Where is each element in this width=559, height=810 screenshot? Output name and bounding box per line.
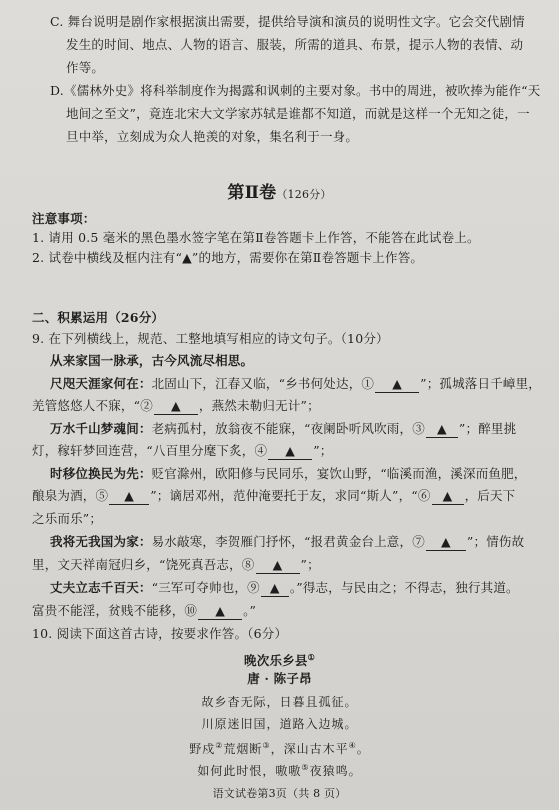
q9-block3-text: 贬官滁州，欧阳修与民同乐，宴饮山野，“临溪而渔，溪深而鱼肥， <box>151 466 527 481</box>
q9-block5b-pre: 富贵不能淫，贫贱不能移，⑩ <box>32 603 198 618</box>
q9-block5-text: “三军可夺帅也，⑨ <box>151 580 260 595</box>
section-2-title <box>0 185 559 203</box>
section-2-title-text: 第Ⅱ卷 <box>227 183 277 203</box>
answer-blank-1[interactable]: ▲ <box>375 376 419 393</box>
q9-block4-after: ”；情伤故 <box>466 534 525 549</box>
option-c-line3: 作等。 <box>66 60 105 75</box>
q9-block4-line2 <box>32 557 320 574</box>
poem-line-3-a: 野戍 <box>189 742 216 756</box>
q9-block4b-pre: 里，文天祥南冠归乡，“饶死真吾志，⑧ <box>32 557 255 572</box>
option-d-line3: 旦中举，立刻成为众人艳羡的对象，集名利于一身。 <box>66 129 359 144</box>
q9-block5-line1 <box>50 580 519 597</box>
poem-line-4 <box>0 760 559 779</box>
q9-block1-label: 尺咫天涯家何在： <box>50 376 152 391</box>
q9-block3-line2 <box>32 488 515 505</box>
q9-block1-line2 <box>32 398 320 415</box>
q9-block4-line1 <box>50 534 524 551</box>
option-c-line1: C. 舞台说明是剧作家根据演出需要，提供给导演和演员的说明性文字。它会交代剧情 <box>50 14 525 29</box>
q9-block2-line2 <box>32 443 333 460</box>
poem-line-3-b: 荒烟断 <box>223 742 263 756</box>
poem-line-3-d: 。 <box>356 742 370 756</box>
q9-block3b-pre: 酿泉为酒，⑤ <box>32 488 109 503</box>
note-5: ⑤ <box>301 763 310 772</box>
answer-blank-9[interactable]: ▲ <box>261 580 289 597</box>
answer-blank-3[interactable]: ▲ <box>426 421 458 438</box>
answer-blank-8[interactable]: ▲ <box>256 557 300 574</box>
q9-block1-after: ”；孤城落日千嶂里， <box>420 376 542 391</box>
poem-title-text: 晚次乐乡县 <box>244 653 308 669</box>
poem-line-2: 川原迷旧国，道路入边城。 <box>201 717 358 731</box>
option-d-line2: 地间之至文”，竟连北宋大文学家苏轼是谁都不知道，而就是这样一个无知之徒，一 <box>66 106 530 121</box>
poem-line-4-b: 夜猿鸣。 <box>309 764 362 778</box>
q9-block3-line1 <box>50 466 527 482</box>
page-footer: 语文试卷第3页（共 8 页） <box>212 787 347 800</box>
notice-heading: 注意事项： <box>32 211 96 226</box>
poem-author: 唐 · 陈子昂 <box>247 671 312 686</box>
notice-item-2: 2. 试卷中横线及框内注有“▲”的地方，需要你在第Ⅱ卷答题卡上作答。 <box>32 250 424 265</box>
q9-block2b-pre: 灯，稼轩梦回连营，“八百里分麾下炙，④ <box>32 443 268 458</box>
poem-line-3 <box>0 738 559 757</box>
q9-block5-label: 丈夫立志千百天： <box>50 580 152 595</box>
q9-block4-text: 易水敲寒，李贺雁门抒怀，“报君黄金台上意，⑦ <box>151 534 425 549</box>
poem-line-4-a: 如何此时恨，嗷嗷 <box>197 764 302 778</box>
answer-blank-6[interactable]: ▲ <box>432 488 464 505</box>
q10-stem: 10. 阅读下面这首古诗，按要求作答。（6分） <box>32 626 288 641</box>
q9-intro: 从来家国一脉承，古今风流尽相思。 <box>50 353 254 368</box>
q9-block2b-after: ”； <box>313 443 333 458</box>
option-c-line2: 发生的时间、地点、人物的语言、服装，所需的道具、布景，提示人物的表情、动 <box>66 37 524 52</box>
poem-line-1: 故乡杳无际，日暮且孤征。 <box>201 695 358 709</box>
section-2-score: （126分） <box>276 188 332 201</box>
answer-blank-2[interactable]: ▲ <box>154 398 198 415</box>
note-2: ② <box>215 741 224 750</box>
q9-block5-after: 。”得志，与民由之；不得志，独行其道。 <box>289 580 519 595</box>
q9-block3-label: 时移位换民为先： <box>50 466 152 481</box>
q9-block1b-after: ，燕然未勒归无计”； <box>198 398 320 413</box>
answer-blank-10[interactable]: ▲ <box>198 603 242 620</box>
q9-block2-after: ”；醉里挑 <box>458 421 517 436</box>
part-2-heading: 二、积累运用（26分） <box>32 310 165 325</box>
poem-line-3-c: ，深山古木平 <box>270 742 349 756</box>
q9-block5-line2 <box>32 603 256 620</box>
q9-block4b-after: ”； <box>300 557 320 572</box>
q9-block1-line1 <box>50 376 541 393</box>
note-4: ④ <box>348 741 357 750</box>
q9-block2-label: 万水千山梦魂间： <box>50 421 152 436</box>
answer-blank-4[interactable]: ▲ <box>268 443 312 460</box>
option-d-line1: D.《儒林外史》将科举制度作为揭露和讽刺的主要对象。书中的周进，被吹捧为能作“天 <box>50 83 541 98</box>
poem-title <box>0 649 559 669</box>
q9-block4-label: 我将无我国为家： <box>50 534 152 549</box>
q9-stem: 9. 在下列横线上，规范、工整地填写相应的诗文句子。（10分） <box>32 331 389 346</box>
answer-blank-7[interactable]: ▲ <box>426 534 466 551</box>
q9-block3b-mid: ”；谪居邓州，范仲淹要托于友，求同“斯人”，“⑥ <box>150 488 431 503</box>
poem-title-note: ① <box>307 652 315 662</box>
q9-block3-line3: 之乐而乐”； <box>32 511 103 526</box>
q9-block3b-after: ，后天下 <box>464 488 516 503</box>
q9-block5b-after: 。” <box>243 603 257 618</box>
answer-blank-5[interactable]: ▲ <box>109 488 149 505</box>
q9-block2-line1 <box>50 421 516 438</box>
notice-item-1: 1. 请用 0.5 毫米的黑色墨水签字笔在第Ⅱ卷答题卡上作答，不能答在此试卷上。 <box>32 230 480 245</box>
q9-block1b-pre: 羌管悠悠人不寐，“② <box>32 398 153 413</box>
note-3: ③ <box>262 741 271 750</box>
q9-block1-text: 北固山下，江春又临，“乡书何处达，① <box>151 376 375 391</box>
q9-block2-text: 老病孤村，放翁夜不能寐，“夜阑卧听风吹雨，③ <box>151 421 425 436</box>
